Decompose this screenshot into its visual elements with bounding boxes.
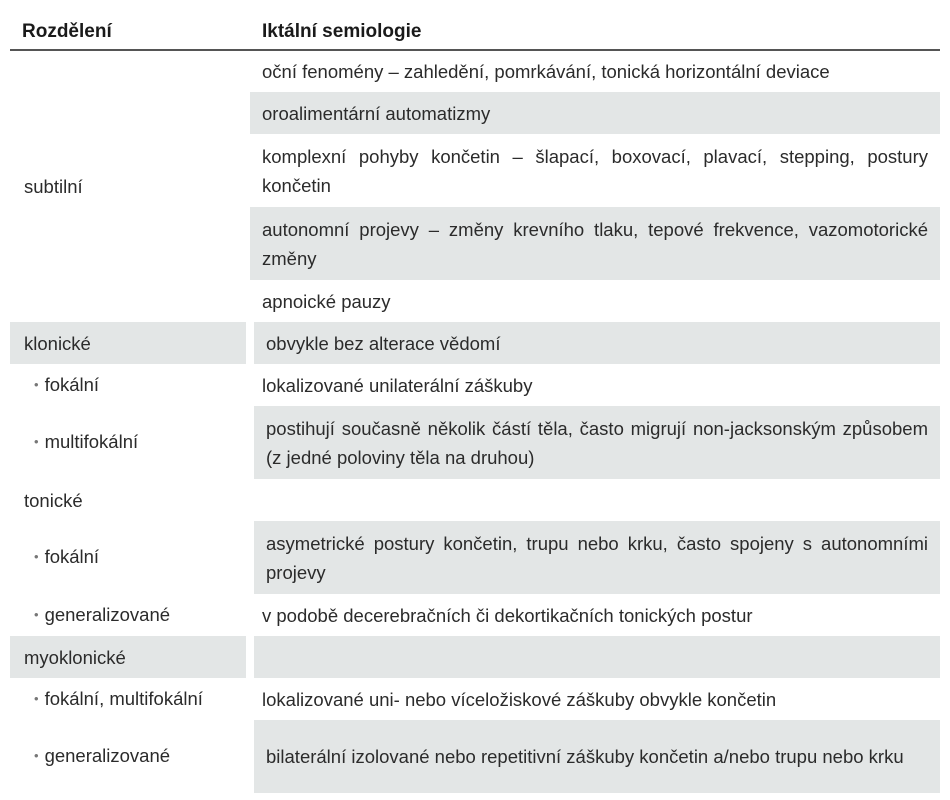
description-cell: lokalizované uni- nebo víceložiskové záškuby obvykle končetin	[262, 688, 777, 710]
description-cell: oroalimentární automatizmy	[250, 92, 940, 134]
header-semiology: Iktální semiologie	[250, 17, 940, 50]
description-cell: komplexní pohyby končetin – šlapací, boxovací, plavací, stepping, postury končetin	[262, 145, 928, 196]
bullet-icon: •	[34, 606, 39, 622]
category-cell: subtilní	[24, 176, 83, 197]
category-cell: tonické	[24, 489, 83, 511]
description-cell: postihují současně několik částí těla, často migrují non-jacksonským způsobem (z jedné poloviny těla na druhou)	[250, 406, 940, 479]
subcategory-label: multifokální	[44, 431, 139, 452]
description-cell: obvykle bez alterace vědomí	[250, 322, 940, 364]
description-cell: v podobě decerebračních či dekortikačních tonických postur	[262, 604, 753, 626]
table-row	[10, 50, 940, 92]
seizure-semiology-table	[10, 17, 940, 793]
table-row	[10, 636, 940, 678]
bullet-icon: •	[34, 549, 39, 564]
category-cell: myoklonické	[10, 636, 250, 678]
subcategory-label: fokální, multifokální	[44, 687, 203, 709]
header-row	[10, 17, 940, 50]
bullet-icon: •	[34, 748, 39, 763]
table-row	[10, 594, 940, 636]
description-cell: bilaterální izolované nebo repetitivní záškuby končetin a/nebo trupu nebo krku	[250, 720, 940, 793]
subcategory-label: generalizované	[44, 745, 171, 766]
subcategory-label: generalizované	[44, 603, 171, 625]
category-cell: klonické	[10, 322, 250, 364]
bullet-icon: •	[34, 690, 39, 706]
description-cell: asymetrické postury končetin, trupu nebo krku, často spojeny s autonomními projevy	[250, 521, 940, 594]
table-row	[10, 406, 940, 479]
subcategory-cell	[10, 678, 250, 720]
description-cell: autonomní projevy – změny krevního tlaku, tepové frekvence, vazomotorické změny	[250, 207, 940, 280]
subcategory-cell	[10, 406, 250, 479]
bullet-icon: •	[34, 376, 39, 392]
subcategory-label: fokální	[44, 373, 100, 395]
subcategory-label: fokální	[44, 546, 100, 567]
table-row	[10, 678, 940, 720]
subcategory-cell	[10, 720, 250, 793]
description-cell	[250, 636, 940, 678]
table-row	[10, 322, 940, 364]
description-cell	[250, 479, 940, 521]
description-cell: lokalizované unilaterální záškuby	[262, 374, 533, 396]
subcategory-cell	[10, 521, 250, 594]
subcategory-cell	[10, 594, 250, 636]
table-row	[10, 521, 940, 594]
table-row	[10, 720, 940, 793]
table-row	[10, 479, 940, 521]
description-cell: apnoické pauzy	[262, 290, 391, 312]
subcategory-cell	[10, 364, 250, 406]
header-classification: Rozdělení	[10, 17, 250, 50]
bullet-icon: •	[34, 434, 39, 449]
table-row	[10, 364, 940, 406]
description-cell: oční fenomény – zahledění, pomrkávání, tonická horizontální deviace	[262, 61, 830, 82]
